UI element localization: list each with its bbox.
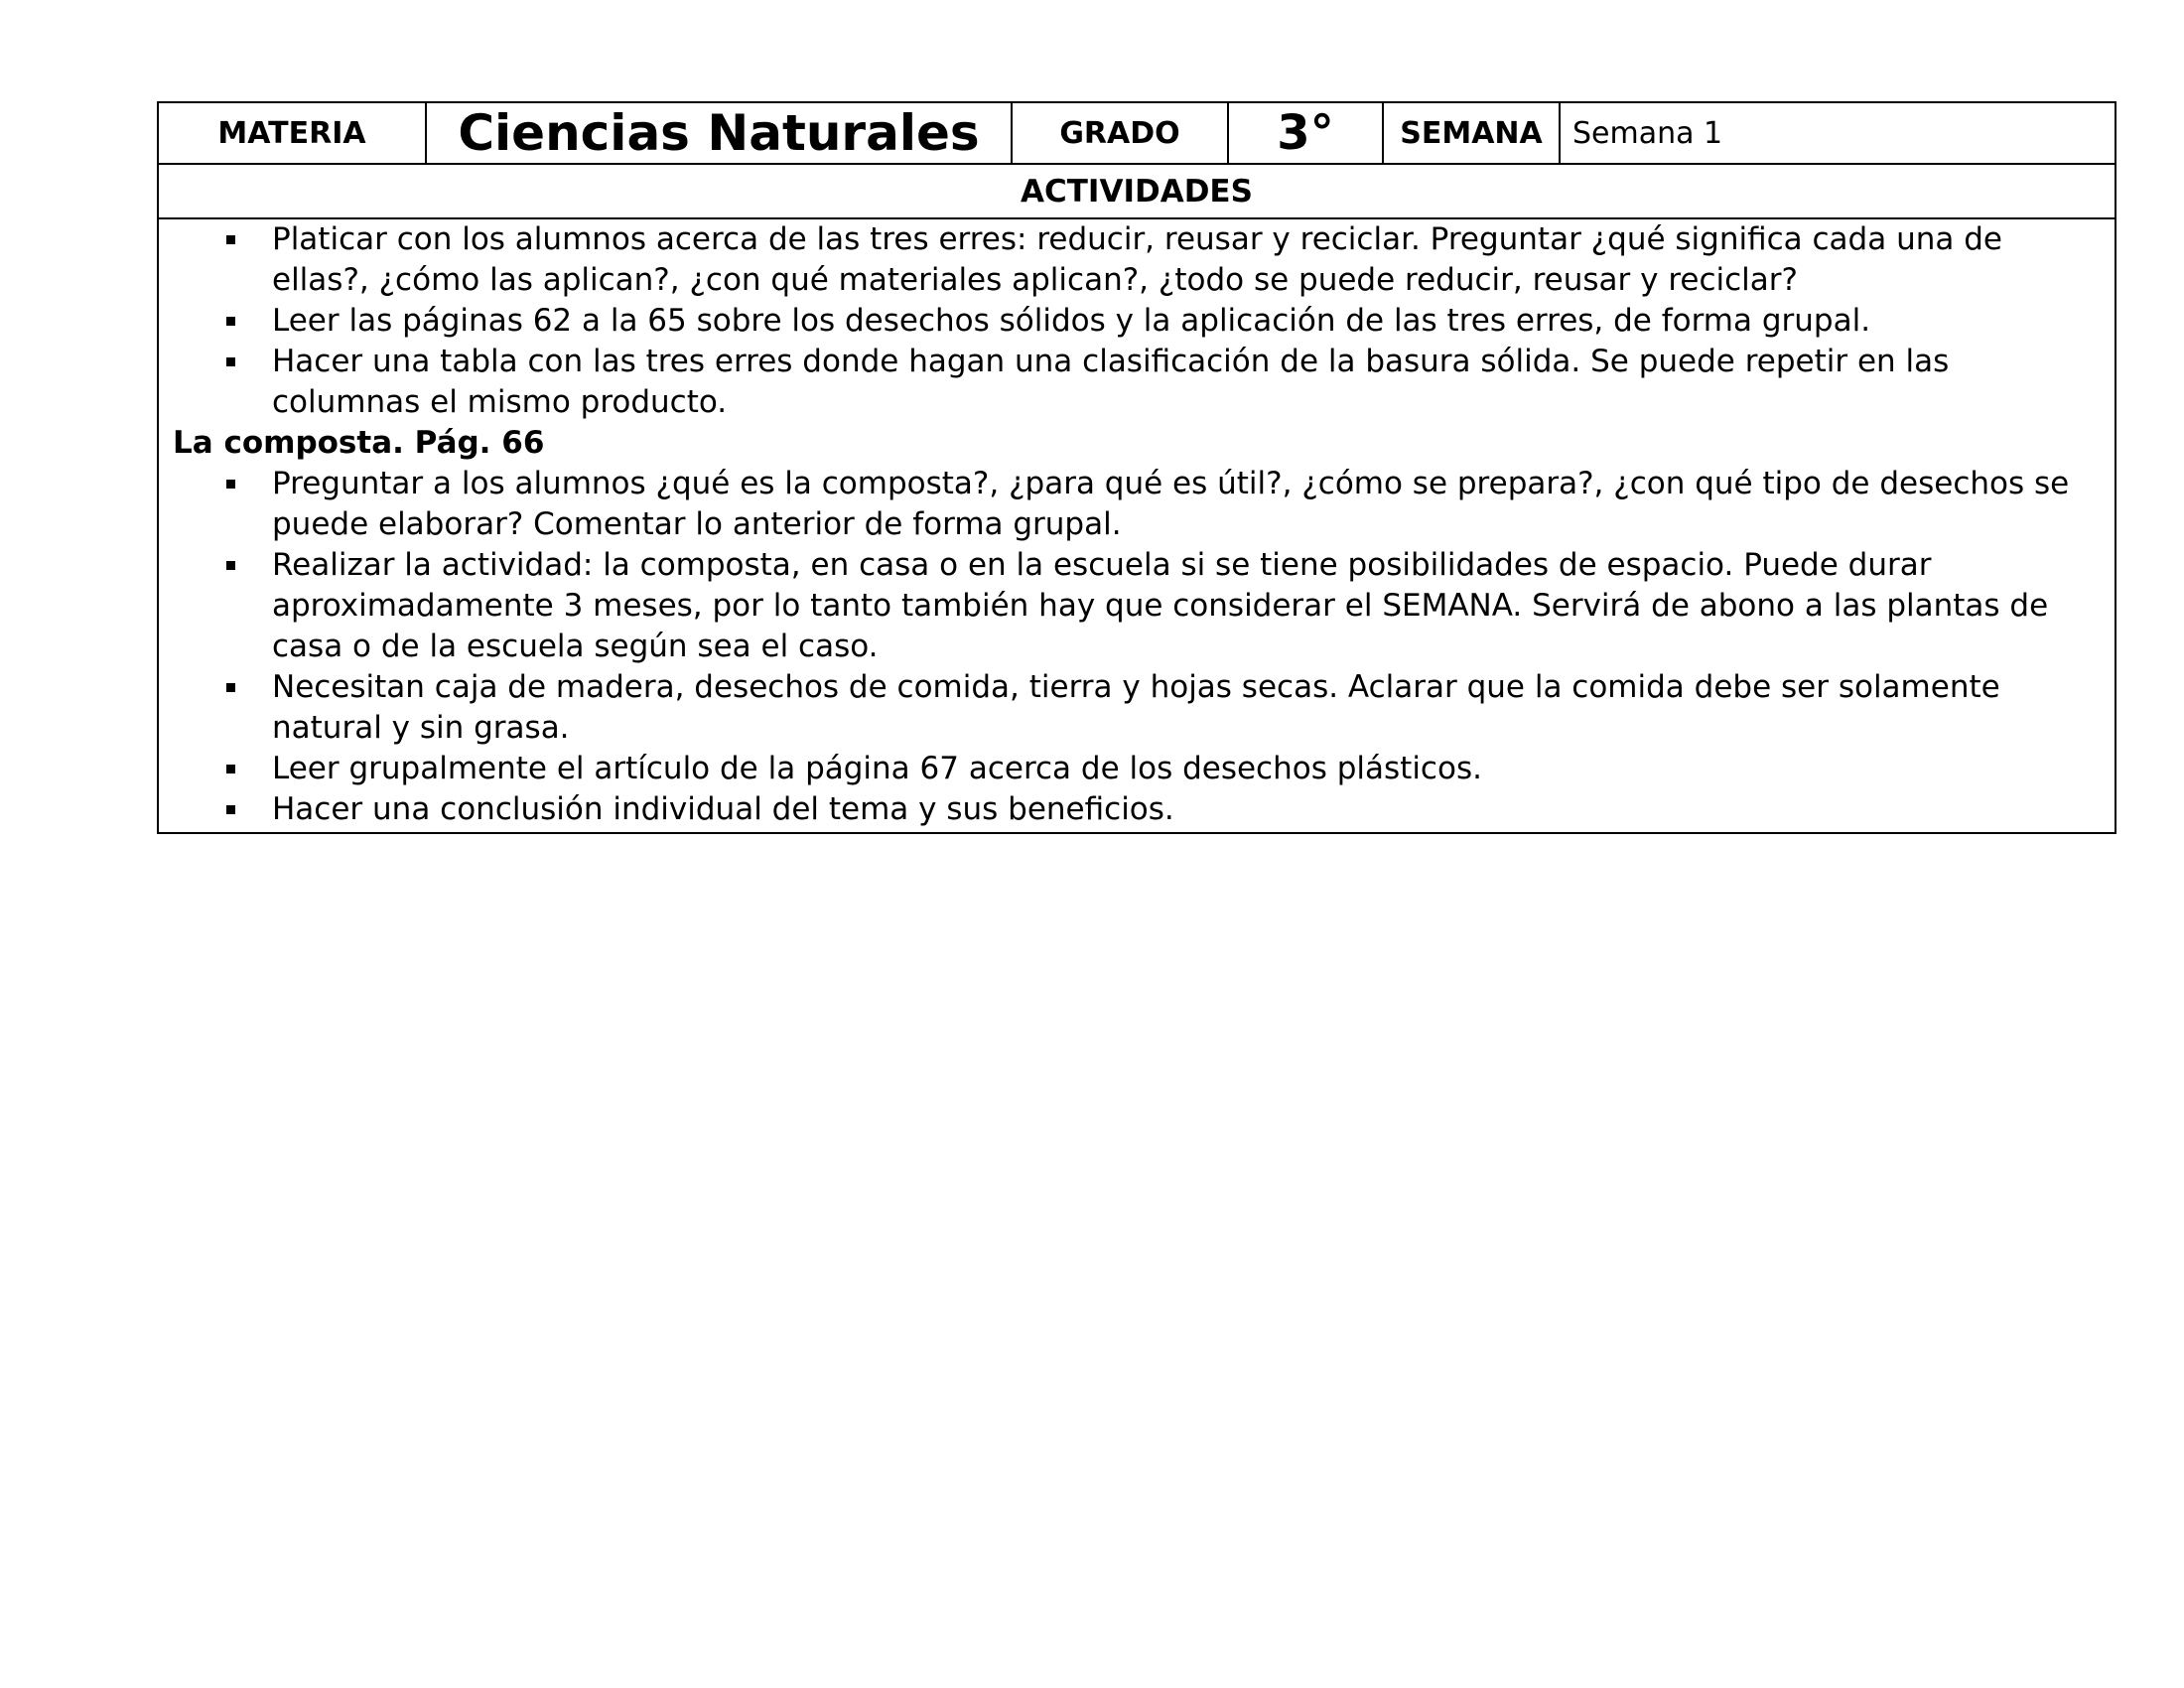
materia-label: MATERIA [158, 102, 426, 164]
activity-item [159, 749, 2115, 789]
square-bullet-icon [226, 480, 235, 489]
activity-item [159, 219, 2115, 301]
activity-text: Necesitan caja de madera, desechos de comida, tierra y hojas secas. Aclarar que la comida debe ser solamente natural y sin grasa. [272, 669, 2000, 746]
square-bullet-icon [226, 317, 235, 326]
activity-item [159, 667, 2115, 749]
activity-text: Platicar con los alumnos acerca de las tres erres: reducir, reusar y reciclar. Preguntar ¿qué significa cada una de ellas?, ¿cómo las aplican?, ¿con qué materiales aplican?, ¿todo se puede reducir, reusar y reciclar? [272, 221, 2002, 298]
activity-item [159, 789, 2115, 830]
lesson-plan-table [157, 101, 2116, 834]
activity-text: Hacer una tabla con las tres erres donde hagan una clasificación de la basura sólida. Se puede repetir en las columnas el mismo producto. [272, 344, 1950, 420]
activity-text: Hacer una conclusión individual del tema y sus beneficios. [272, 791, 1174, 827]
semana-value: Semana 1 [1560, 102, 2116, 164]
activity-item [159, 342, 2115, 423]
grado-value: 3° [1228, 102, 1383, 164]
materia-value: Ciencias Naturales [426, 102, 1012, 164]
square-bullet-icon [226, 805, 235, 814]
section-title: La composta. Pág. 66 [173, 425, 545, 461]
activity-text: Leer grupalmente el artículo de la página 67 acerca de los desechos plásticos. [272, 751, 1482, 786]
square-bullet-icon [226, 561, 235, 570]
square-bullet-icon [226, 683, 235, 692]
activities-content [158, 218, 2116, 833]
header-row [158, 102, 2116, 164]
activity-item [159, 545, 2115, 667]
activity-item [159, 464, 2115, 545]
activity-list-2 [159, 464, 2115, 830]
semana-label: SEMANA [1383, 102, 1560, 164]
activity-text: Leer las páginas 62 a la 65 sobre los desechos sólidos y la aplicación de las tres erres, de forma grupal. [272, 303, 1871, 339]
grado-label: GRADO [1012, 102, 1228, 164]
activities-content-row [158, 218, 2116, 833]
square-bullet-icon [226, 235, 235, 244]
activities-title: ACTIVIDADES [158, 164, 2116, 218]
activity-item [159, 301, 2115, 342]
activity-text: Preguntar a los alumnos ¿qué es la composta?, ¿para qué es útil?, ¿cómo se prepara?, ¿con qué tipo de desechos se puede elaborar? Comentar lo anterior de forma grupal. [272, 466, 2070, 542]
activity-list-1 [159, 219, 2115, 423]
square-bullet-icon [226, 765, 235, 774]
square-bullet-icon [226, 357, 235, 366]
activity-text: Realizar la actividad: la composta, en casa o en la escuela si se tiene posibilidades de espacio. Puede durar aproximadamente 3 meses, por lo tanto también hay que considerar el SEMANA. Servirá de abono a las plantas de casa o de la escuela según sea el caso. [272, 547, 2049, 664]
activities-header-row [158, 164, 2116, 218]
